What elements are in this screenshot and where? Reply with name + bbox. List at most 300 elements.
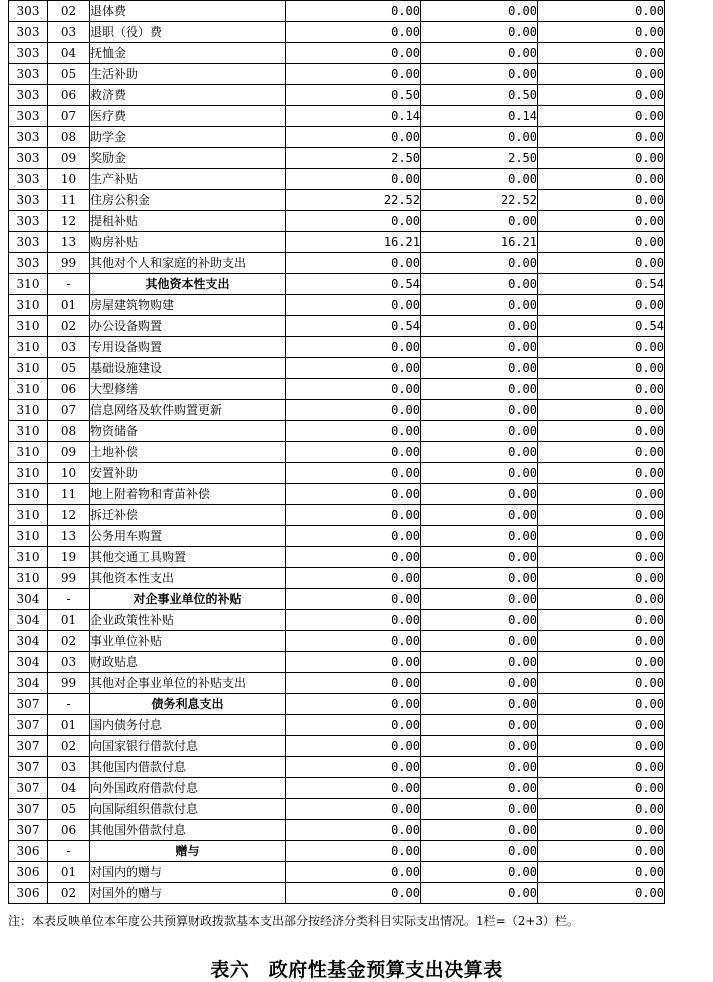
class-code-cell: 304 <box>9 631 48 652</box>
total-amount-cell: 16.21 <box>286 232 421 253</box>
total-amount-cell: 0.00 <box>286 421 421 442</box>
total-amount-cell: 0.00 <box>286 589 421 610</box>
expense-name-cell: 事业单位补贴 <box>90 631 286 652</box>
class-code-cell: 307 <box>9 820 48 841</box>
table-row <box>9 22 665 43</box>
basic-amount-cell: 0.00 <box>421 778 538 799</box>
item-code-cell: 04 <box>48 43 90 64</box>
basic-amount-cell: 0.00 <box>421 43 538 64</box>
table-body <box>9 1 665 904</box>
expense-name-cell: 土地补偿 <box>90 442 286 463</box>
class-code-cell: 310 <box>9 295 48 316</box>
item-code-cell: 10 <box>48 169 90 190</box>
project-amount-cell: 0.00 <box>538 1 665 22</box>
expense-name-cell: 向国际组织借款付息 <box>90 799 286 820</box>
class-code-cell: 307 <box>9 715 48 736</box>
total-amount-cell: 0.00 <box>286 43 421 64</box>
total-amount-cell: 0.00 <box>286 127 421 148</box>
project-amount-cell: 0.00 <box>538 862 665 883</box>
expense-name-cell: 对企事业单位的补贴 <box>90 589 286 610</box>
basic-amount-cell: 0.00 <box>421 736 538 757</box>
basic-amount-cell: 0.00 <box>421 715 538 736</box>
item-code-cell: 99 <box>48 253 90 274</box>
expense-name-cell: 退体费 <box>90 1 286 22</box>
project-amount-cell: 0.00 <box>538 337 665 358</box>
project-amount-cell: 0.00 <box>538 232 665 253</box>
item-code-cell: 07 <box>48 400 90 421</box>
expense-name-cell: 其他交通工具购置 <box>90 547 286 568</box>
basic-amount-cell: 22.52 <box>421 190 538 211</box>
class-code-cell: 307 <box>9 736 48 757</box>
expense-name-cell: 基础设施建设 <box>90 358 286 379</box>
expense-name-cell: 赠与 <box>90 841 286 862</box>
item-code-cell: 12 <box>48 505 90 526</box>
table-row <box>9 883 665 904</box>
basic-amount-cell: 0.14 <box>421 106 538 127</box>
item-code-cell: 04 <box>48 778 90 799</box>
class-code-cell: 310 <box>9 526 48 547</box>
total-amount-cell: 0.00 <box>286 820 421 841</box>
project-amount-cell: 0.00 <box>538 463 665 484</box>
expense-name-cell: 退职（役）费 <box>90 22 286 43</box>
table-row <box>9 652 665 673</box>
class-code-cell: 303 <box>9 1 48 22</box>
project-amount-cell: 0.00 <box>538 589 665 610</box>
class-code-cell: 310 <box>9 337 48 358</box>
expense-name-cell: 其他国内借款付息 <box>90 757 286 778</box>
item-code-cell: 08 <box>48 127 90 148</box>
class-code-cell: 303 <box>9 85 48 106</box>
class-code-cell: 310 <box>9 274 48 295</box>
project-amount-cell: 0.54 <box>538 274 665 295</box>
expense-name-cell: 地上附着物和青苗补偿 <box>90 484 286 505</box>
class-code-cell: 310 <box>9 568 48 589</box>
total-amount-cell: 0.00 <box>286 484 421 505</box>
expense-name-cell: 助学金 <box>90 127 286 148</box>
basic-amount-cell: 0.00 <box>421 505 538 526</box>
item-code-cell: 03 <box>48 337 90 358</box>
project-amount-cell: 0.00 <box>538 778 665 799</box>
total-amount-cell: 0.00 <box>286 337 421 358</box>
basic-amount-cell: 0.50 <box>421 85 538 106</box>
total-amount-cell: 0.00 <box>286 778 421 799</box>
table-row <box>9 169 665 190</box>
project-amount-cell: 0.00 <box>538 673 665 694</box>
class-code-cell: 303 <box>9 22 48 43</box>
project-amount-cell: 0.00 <box>538 400 665 421</box>
total-amount-cell: 0.00 <box>286 568 421 589</box>
expense-name-cell: 信息网络及软件购置更新 <box>90 400 286 421</box>
item-code-cell: - <box>48 274 90 295</box>
expense-name-cell: 提租补贴 <box>90 211 286 232</box>
basic-amount-cell: 0.00 <box>421 652 538 673</box>
table-row <box>9 631 665 652</box>
class-code-cell: 304 <box>9 610 48 631</box>
class-code-cell: 306 <box>9 841 48 862</box>
expense-name-cell: 企业政策性补贴 <box>90 610 286 631</box>
total-amount-cell: 0.00 <box>286 169 421 190</box>
table-row <box>9 232 665 253</box>
class-code-cell: 307 <box>9 778 48 799</box>
table-row <box>9 190 665 211</box>
expense-name-cell: 安置补助 <box>90 463 286 484</box>
expense-name-cell: 大型修缮 <box>90 379 286 400</box>
table-row <box>9 820 665 841</box>
item-code-cell: 13 <box>48 526 90 547</box>
project-amount-cell: 0.00 <box>538 610 665 631</box>
project-amount-cell: 0.00 <box>538 442 665 463</box>
total-amount-cell: 0.00 <box>286 253 421 274</box>
basic-amount-cell: 0.00 <box>421 568 538 589</box>
expense-name-cell: 向国家银行借款付息 <box>90 736 286 757</box>
project-amount-cell: 0.00 <box>538 799 665 820</box>
item-code-cell: 06 <box>48 820 90 841</box>
table-row <box>9 673 665 694</box>
basic-amount-cell: 0.00 <box>421 22 538 43</box>
class-code-cell: 303 <box>9 211 48 232</box>
project-amount-cell: 0.00 <box>538 169 665 190</box>
table-row <box>9 211 665 232</box>
project-amount-cell: 0.00 <box>538 106 665 127</box>
item-code-cell: 08 <box>48 421 90 442</box>
class-code-cell: 310 <box>9 442 48 463</box>
project-amount-cell: 0.00 <box>538 757 665 778</box>
item-code-cell: 01 <box>48 295 90 316</box>
table-footnote: 注：本表反映单位本年度公共预算财政拨款基本支出部分按经济分类科目实际支出情况。1栏=（2+3）栏。 <box>8 914 580 928</box>
project-amount-cell: 0.00 <box>538 820 665 841</box>
item-code-cell: 05 <box>48 799 90 820</box>
basic-amount-cell: 0.00 <box>421 127 538 148</box>
item-code-cell: 10 <box>48 463 90 484</box>
next-table-title: 表六 政府性基金预算支出决算表 <box>210 959 503 981</box>
table-row <box>9 442 665 463</box>
expense-name-cell: 购房补贴 <box>90 232 286 253</box>
project-amount-cell: 0.54 <box>538 316 665 337</box>
total-amount-cell: 0.00 <box>286 505 421 526</box>
item-code-cell: 11 <box>48 190 90 211</box>
item-code-cell: 99 <box>48 568 90 589</box>
expense-name-cell: 生活补助 <box>90 64 286 85</box>
project-amount-cell: 0.00 <box>538 85 665 106</box>
table-row <box>9 610 665 631</box>
expense-name-cell: 其他对企事业单位的补贴支出 <box>90 673 286 694</box>
class-code-cell: 310 <box>9 379 48 400</box>
total-amount-cell: 0.54 <box>286 274 421 295</box>
basic-amount-cell: 0.00 <box>421 295 538 316</box>
table-row <box>9 547 665 568</box>
total-amount-cell: 0.00 <box>286 400 421 421</box>
total-amount-cell: 0.00 <box>286 799 421 820</box>
class-code-cell: 310 <box>9 484 48 505</box>
item-code-cell: 03 <box>48 757 90 778</box>
basic-amount-cell: 0.00 <box>421 484 538 505</box>
total-amount-cell: 0.00 <box>286 463 421 484</box>
expense-name-cell: 拆迁补偿 <box>90 505 286 526</box>
class-code-cell: 307 <box>9 799 48 820</box>
class-code-cell: 303 <box>9 190 48 211</box>
item-code-cell: - <box>48 589 90 610</box>
total-amount-cell: 0.00 <box>286 757 421 778</box>
class-code-cell: 310 <box>9 547 48 568</box>
item-code-cell: 01 <box>48 715 90 736</box>
total-amount-cell: 0.00 <box>286 631 421 652</box>
total-amount-cell: 0.00 <box>286 64 421 85</box>
class-code-cell: 304 <box>9 652 48 673</box>
class-code-cell: 303 <box>9 253 48 274</box>
class-code-cell: 307 <box>9 694 48 715</box>
total-amount-cell: 0.00 <box>286 883 421 904</box>
class-code-cell: 310 <box>9 400 48 421</box>
expense-name-cell: 财政贴息 <box>90 652 286 673</box>
class-code-cell: 310 <box>9 421 48 442</box>
item-code-cell: 03 <box>48 22 90 43</box>
expense-name-cell: 住房公积金 <box>90 190 286 211</box>
basic-amount-cell: 0.00 <box>421 547 538 568</box>
item-code-cell: 13 <box>48 232 90 253</box>
project-amount-cell: 0.00 <box>538 484 665 505</box>
project-amount-cell: 0.00 <box>538 883 665 904</box>
class-code-cell: 303 <box>9 148 48 169</box>
total-amount-cell: 0.00 <box>286 379 421 400</box>
basic-amount-cell: 0.00 <box>421 589 538 610</box>
total-amount-cell: 22.52 <box>286 190 421 211</box>
expense-name-cell: 债务利息支出 <box>90 694 286 715</box>
project-amount-cell: 0.00 <box>538 379 665 400</box>
project-amount-cell: 0.00 <box>538 148 665 169</box>
basic-amount-cell: 0.00 <box>421 757 538 778</box>
total-amount-cell: 0.00 <box>286 610 421 631</box>
table-row <box>9 127 665 148</box>
basic-amount-cell: 0.00 <box>421 358 538 379</box>
project-amount-cell: 0.00 <box>538 127 665 148</box>
table-row <box>9 85 665 106</box>
expense-name-cell: 办公设备购置 <box>90 316 286 337</box>
basic-amount-cell: 0.00 <box>421 673 538 694</box>
item-code-cell: 03 <box>48 652 90 673</box>
project-amount-cell: 0.00 <box>538 652 665 673</box>
class-code-cell: 303 <box>9 43 48 64</box>
expense-name-cell: 对国内的赠与 <box>90 862 286 883</box>
table-row <box>9 715 665 736</box>
expense-name-cell: 救济费 <box>90 85 286 106</box>
project-amount-cell: 0.00 <box>538 43 665 64</box>
total-amount-cell: 0.00 <box>286 211 421 232</box>
total-amount-cell: 0.14 <box>286 106 421 127</box>
class-code-cell: 303 <box>9 127 48 148</box>
expense-name-cell: 公务用车购置 <box>90 526 286 547</box>
class-code-cell: 303 <box>9 64 48 85</box>
basic-amount-cell: 16.21 <box>421 232 538 253</box>
basic-amount-cell: 0.00 <box>421 442 538 463</box>
item-code-cell: 02 <box>48 631 90 652</box>
total-amount-cell: 0.00 <box>286 547 421 568</box>
total-amount-cell: 0.00 <box>286 862 421 883</box>
class-code-cell: 303 <box>9 106 48 127</box>
basic-amount-cell: 0.00 <box>421 379 538 400</box>
expense-name-cell: 其他国外借款付息 <box>90 820 286 841</box>
class-code-cell: 310 <box>9 316 48 337</box>
table-row <box>9 421 665 442</box>
item-code-cell: 12 <box>48 211 90 232</box>
class-code-cell: 306 <box>9 883 48 904</box>
project-amount-cell: 0.00 <box>538 526 665 547</box>
table-row <box>9 799 665 820</box>
item-code-cell: 11 <box>48 484 90 505</box>
table-row <box>9 295 665 316</box>
total-amount-cell: 0.00 <box>286 652 421 673</box>
basic-amount-cell: 0.00 <box>421 526 538 547</box>
class-code-cell: 306 <box>9 862 48 883</box>
project-amount-cell: 0.00 <box>538 505 665 526</box>
basic-amount-cell: 0.00 <box>421 841 538 862</box>
table-row <box>9 1 665 22</box>
project-amount-cell: 0.00 <box>538 568 665 589</box>
project-amount-cell: 0.00 <box>538 22 665 43</box>
table-row <box>9 526 665 547</box>
table-row-category <box>9 274 665 295</box>
item-code-cell: - <box>48 841 90 862</box>
table-row <box>9 316 665 337</box>
table-row <box>9 148 665 169</box>
table-row <box>9 568 665 589</box>
total-amount-cell: 0.00 <box>286 694 421 715</box>
project-amount-cell: 0.00 <box>538 253 665 274</box>
total-amount-cell: 0.00 <box>286 841 421 862</box>
table-row <box>9 337 665 358</box>
expense-name-cell: 房屋建筑物购建 <box>90 295 286 316</box>
basic-amount-cell: 0.00 <box>421 610 538 631</box>
basic-amount-cell: 0.00 <box>421 64 538 85</box>
basic-amount-cell: 0.00 <box>421 799 538 820</box>
expense-name-cell: 向外国政府借款付息 <box>90 778 286 799</box>
project-amount-cell: 0.00 <box>538 547 665 568</box>
project-amount-cell: 0.00 <box>538 694 665 715</box>
expense-name-cell: 对国外的赠与 <box>90 883 286 904</box>
expense-name-cell: 医疗费 <box>90 106 286 127</box>
total-amount-cell: 0.54 <box>286 316 421 337</box>
table-row-category <box>9 694 665 715</box>
total-amount-cell: 0.00 <box>286 736 421 757</box>
table-row <box>9 778 665 799</box>
basic-amount-cell: 0.00 <box>421 316 538 337</box>
basic-amount-cell: 0.00 <box>421 1 538 22</box>
item-code-cell: 99 <box>48 673 90 694</box>
project-amount-cell: 0.00 <box>538 64 665 85</box>
class-code-cell: 310 <box>9 463 48 484</box>
table-row <box>9 463 665 484</box>
table-row-category <box>9 841 665 862</box>
expense-name-cell: 物资储备 <box>90 421 286 442</box>
total-amount-cell: 0.00 <box>286 526 421 547</box>
class-code-cell: 307 <box>9 757 48 778</box>
expense-name-cell: 抚恤金 <box>90 43 286 64</box>
total-amount-cell: 0.00 <box>286 22 421 43</box>
total-amount-cell: 0.00 <box>286 295 421 316</box>
project-amount-cell: 0.00 <box>538 190 665 211</box>
class-code-cell: 310 <box>9 358 48 379</box>
table-row <box>9 505 665 526</box>
class-code-cell: 304 <box>9 589 48 610</box>
project-amount-cell: 0.00 <box>538 295 665 316</box>
basic-amount-cell: 0.00 <box>421 862 538 883</box>
table-row-category <box>9 589 665 610</box>
item-code-cell: 09 <box>48 442 90 463</box>
table-row <box>9 106 665 127</box>
basic-amount-cell: 0.00 <box>421 400 538 421</box>
item-code-cell: 01 <box>48 610 90 631</box>
basic-amount-cell: 0.00 <box>421 274 538 295</box>
project-amount-cell: 0.00 <box>538 421 665 442</box>
table-row <box>9 253 665 274</box>
basic-amount-cell: 0.00 <box>421 421 538 442</box>
project-amount-cell: 0.00 <box>538 736 665 757</box>
item-code-cell: 06 <box>48 379 90 400</box>
expense-name-cell: 奖励金 <box>90 148 286 169</box>
total-amount-cell: 0.00 <box>286 1 421 22</box>
table-row <box>9 484 665 505</box>
expense-name-cell: 专用设备购置 <box>90 337 286 358</box>
basic-amount-cell: 0.00 <box>421 169 538 190</box>
item-code-cell: 19 <box>48 547 90 568</box>
basic-amount-cell: 0.00 <box>421 253 538 274</box>
expense-name-cell: 国内债务付息 <box>90 715 286 736</box>
table-row <box>9 736 665 757</box>
total-amount-cell: 0.00 <box>286 358 421 379</box>
item-code-cell: 09 <box>48 148 90 169</box>
item-code-cell: 07 <box>48 106 90 127</box>
item-code-cell: 02 <box>48 883 90 904</box>
basic-amount-cell: 0.00 <box>421 883 538 904</box>
table-row <box>9 400 665 421</box>
table-row <box>9 358 665 379</box>
expense-name-cell: 生产补贴 <box>90 169 286 190</box>
table-row <box>9 43 665 64</box>
basic-amount-cell: 0.00 <box>421 463 538 484</box>
total-amount-cell: 0.50 <box>286 85 421 106</box>
project-amount-cell: 0.00 <box>538 211 665 232</box>
class-code-cell: 310 <box>9 505 48 526</box>
item-code-cell: 05 <box>48 358 90 379</box>
item-code-cell: 02 <box>48 316 90 337</box>
total-amount-cell: 0.00 <box>286 442 421 463</box>
expense-name-cell: 其他对个人和家庭的补助支出 <box>90 253 286 274</box>
total-amount-cell: 0.00 <box>286 673 421 694</box>
project-amount-cell: 0.00 <box>538 841 665 862</box>
table-row <box>9 379 665 400</box>
total-amount-cell: 0.00 <box>286 715 421 736</box>
total-amount-cell: 2.50 <box>286 148 421 169</box>
class-code-cell: 304 <box>9 673 48 694</box>
item-code-cell: 02 <box>48 1 90 22</box>
project-amount-cell: 0.00 <box>538 358 665 379</box>
project-amount-cell: 0.00 <box>538 631 665 652</box>
basic-amount-cell: 0.00 <box>421 694 538 715</box>
class-code-cell: 303 <box>9 169 48 190</box>
basic-amount-cell: 0.00 <box>421 820 538 841</box>
table-row <box>9 64 665 85</box>
item-code-cell: 01 <box>48 862 90 883</box>
basic-amount-cell: 0.00 <box>421 631 538 652</box>
basic-amount-cell: 0.00 <box>421 211 538 232</box>
table-row <box>9 757 665 778</box>
item-code-cell: 05 <box>48 64 90 85</box>
basic-amount-cell: 2.50 <box>421 148 538 169</box>
expenditure-table <box>8 0 665 904</box>
table-row <box>9 862 665 883</box>
class-code-cell: 303 <box>9 232 48 253</box>
item-code-cell: 06 <box>48 85 90 106</box>
item-code-cell: 02 <box>48 736 90 757</box>
